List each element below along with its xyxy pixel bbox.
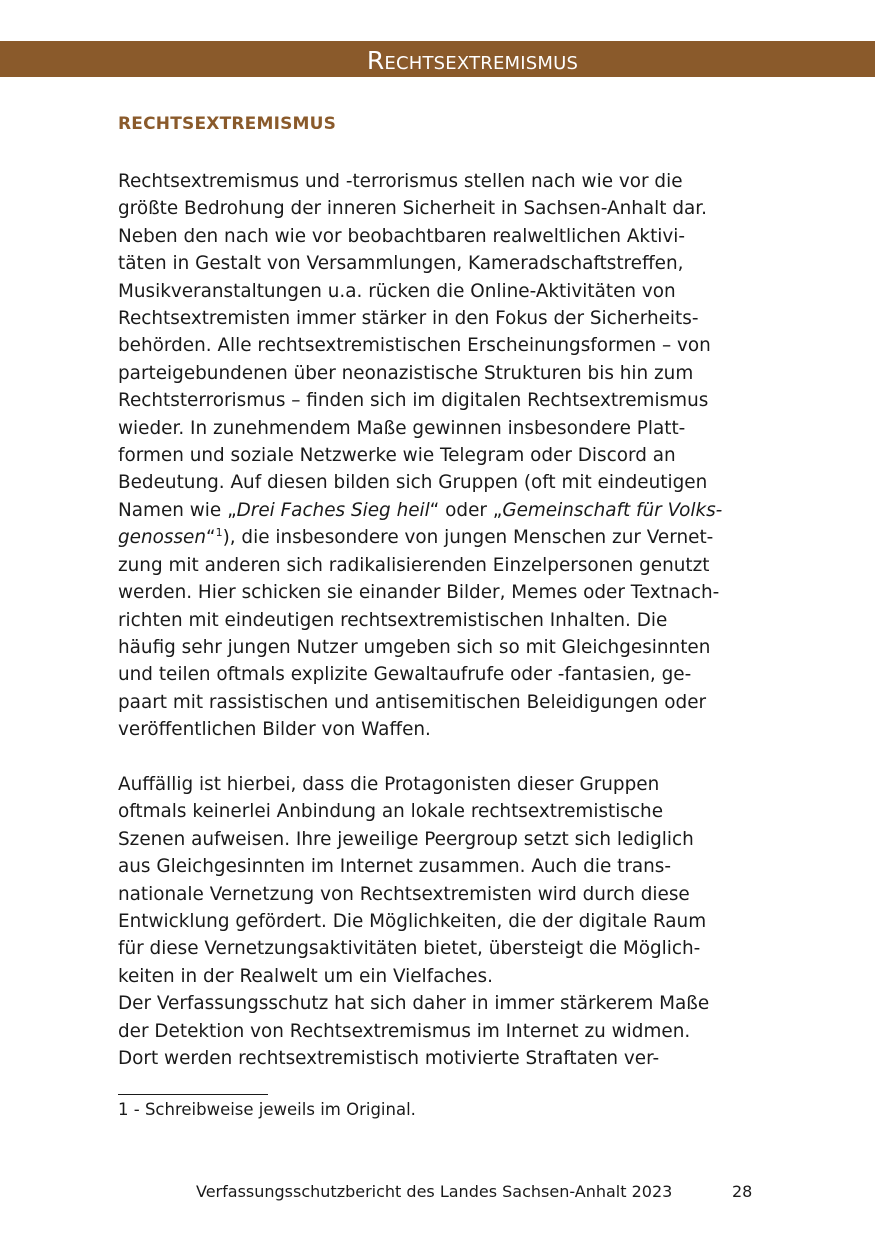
text-fragment: “ xyxy=(206,527,216,549)
quoted-group-name: Drei Faches Sieg heil xyxy=(236,499,430,521)
text-line: größte Bedrohung der inneren Sicherheit in Sachsen-Anhalt dar. xyxy=(118,198,707,220)
text-line: richten mit eindeutigen rechtsextremistischen Inhalten. Die xyxy=(118,609,668,631)
text-line: oftmals keinerlei Anbindung an lokale rechtsextremistische xyxy=(118,801,664,823)
text-line: nationale Vernetzung von Rechtsextremisten wird durch diese xyxy=(118,883,690,905)
text-line: täten in Gestalt von Versammlungen, Kameradschaftstreffen, xyxy=(118,253,684,275)
text-line: aus Gleichgesinnten im Internet zusammen. Auch die trans- xyxy=(118,856,672,878)
text-line: paart mit rassistischen und antisemitischen Beleidigungen oder xyxy=(118,691,707,713)
text-line-with-footnote xyxy=(118,524,778,551)
text-line: Entwicklung gefördert. Die Möglichkeiten, die der digitale Raum xyxy=(118,910,707,932)
body-text xyxy=(118,168,778,1072)
footnote-divider xyxy=(118,1094,268,1095)
quoted-group-name: genossen xyxy=(118,527,207,549)
header-banner xyxy=(0,41,875,77)
text-line: Szenen aufweisen. Ihre jeweilige Peergroup setzt sich lediglich xyxy=(118,828,694,850)
text-line: häufig sehr jungen Nutzer umgeben sich so mit Gleichgesinnten xyxy=(118,636,711,658)
text-line: der Detektion von Rechtsextremismus im Internet zu widmen. xyxy=(118,1020,691,1042)
text-fragment: “ oder „ xyxy=(429,499,503,521)
text-fragment: Namen wie „ xyxy=(118,499,237,521)
quoted-group-name: Gemeinschaft für Volks- xyxy=(502,499,723,521)
text-line: Neben den nach wie vor beobachtbaren realweltlichen Aktivi- xyxy=(118,225,686,247)
footnote-marker: 1 xyxy=(215,526,223,540)
text-line: Rechtsextremisten immer stärker in den Fokus der Sicherheits- xyxy=(118,308,699,330)
text-line: Bedeutung. Auf diesen bilden sich Gruppen (oft mit eindeutigen xyxy=(118,472,708,494)
text-line-with-quotes xyxy=(118,497,778,524)
text-line: und teilen oftmals explizite Gewaltaufrufe oder -fantasien, ge- xyxy=(118,664,692,686)
text-line: keiten in der Realwelt um ein Vielfaches. xyxy=(118,965,493,987)
page-number: 28 xyxy=(732,1182,753,1201)
text-line: für diese Vernetzungsaktivitäten bietet, übersteigt die Möglich- xyxy=(118,938,701,960)
text-line: Dort werden rechtsextremistisch motivierte Straftaten ver- xyxy=(118,1047,660,1069)
text-line: veröffentlichen Bilder von Waffen. xyxy=(118,719,431,741)
banner-title: Rechtsextremismus xyxy=(366,46,579,75)
text-line: parteigebundenen über neonazistische Strukturen bis hin zum xyxy=(118,362,694,384)
text-line: Musikveranstaltungen u.a. rücken die Online-Aktivitäten von xyxy=(118,280,676,302)
text-line: formen und soziale Netzwerke wie Telegram oder Discord an xyxy=(118,445,676,467)
text-line: Rechtsterrorismus – finden sich im digitalen Rechtsextremismus xyxy=(118,390,709,412)
footnote: 1 - Schreibweise jeweils im Original. xyxy=(118,1100,416,1119)
text-line: Auffällig ist hierbei, dass die Protagonisten dieser Gruppen xyxy=(118,773,660,795)
text-line: werden. Hier schicken sie einander Bilder, Memes oder Textnach- xyxy=(118,582,720,604)
text-line: behörden. Alle rechtsextremistischen Erscheinungsformen – von xyxy=(118,335,711,357)
text-line: wieder. In zunehmendem Maße gewinnen insbesondere Platt- xyxy=(118,417,686,439)
text-line: Der Verfassungsschutz hat sich daher in immer stärkerem Maße xyxy=(118,993,710,1015)
footer-publication: Verfassungsschutzbericht des Landes Sachsen-Anhalt 2023 xyxy=(196,1182,673,1201)
section-heading: RECHTSEXTREMISMUS xyxy=(118,114,337,134)
text-fragment: ), die insbesondere von jungen Menschen zur Vernet- xyxy=(222,527,714,549)
text-line: zung mit anderen sich radikalisierenden Einzelpersonen genutzt xyxy=(118,554,710,576)
text-line: Rechtsextremismus und -terrorismus stellen nach wie vor die xyxy=(118,171,683,192)
